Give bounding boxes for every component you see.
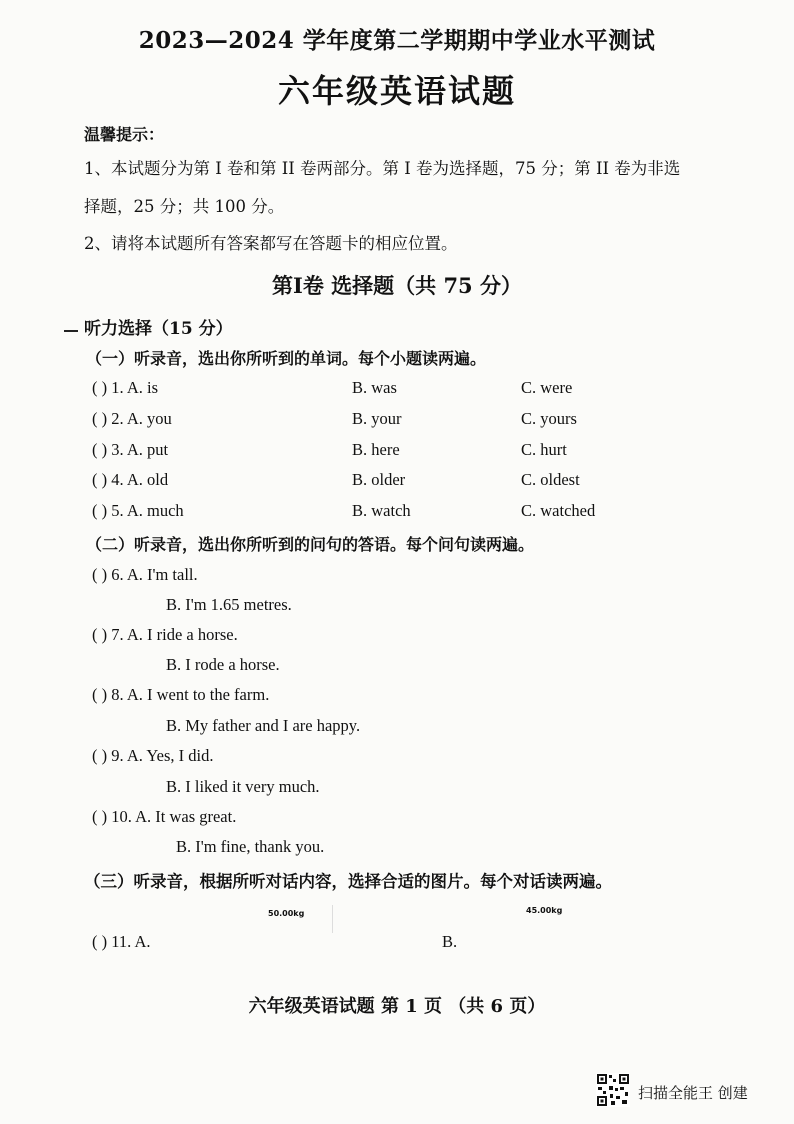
question-4-option-c: C. oldest — [521, 470, 580, 489]
question-5-option-b: B. watch — [352, 501, 411, 520]
question-8: ( ) 8. A. I went to the farm. — [92, 685, 270, 704]
question-2-option-c: C. yours — [521, 409, 577, 428]
scale-reading-a: 50.00kg — [268, 909, 305, 918]
tips-heading: 温馨提示： — [84, 125, 165, 144]
qr-code-icon — [596, 1073, 630, 1107]
question-3: ( ) 3. A. put — [92, 440, 169, 459]
scale-reading-b: 45.00kg — [526, 906, 563, 915]
question-6: ( ) 6. A. I'm tall. — [92, 565, 198, 584]
sub1-heading: （一）听录音，选出你所听到的单词。每个小题读两遍。 — [86, 349, 487, 368]
sub2-heading: （二）听录音，选出你所听到的问句的答语。每个问句读两遍。 — [86, 535, 535, 554]
tips-line-2: 择题，25 分；共 100 分。 — [84, 197, 285, 216]
question-7-option-b: B. I rode a horse. — [166, 655, 280, 674]
question-9: ( ) 9. A. Yes, I did. — [92, 746, 214, 765]
section-1-heading: 第I卷 选择题（共 75 分） — [272, 273, 522, 298]
tips-line-3: 2、请将本试题所有答案都写在答题卡的相应位置。 — [84, 234, 458, 253]
question-2-option-b: B. your — [352, 409, 402, 428]
picture-divider — [332, 905, 333, 933]
question-2: ( ) 2. A. you — [92, 409, 172, 428]
question-9-option-b: B. I liked it very much. — [166, 777, 320, 796]
question-1-option-c: C. were — [521, 378, 573, 397]
question-10-option-b: B. I'm fine, thank you. — [176, 837, 325, 856]
exam-subtitle: 六年级英语试题 — [277, 72, 516, 110]
question-3-option-c: C. hurt — [521, 440, 567, 459]
question-5-option-c: C. watched — [521, 501, 596, 520]
tips-line-1: 1、本试题分为第 I 卷和第 II 卷两部分。第 I 卷为选择题，75 分；第 II 卷为非选 — [84, 159, 681, 178]
question-11: ( ) 11. A. — [92, 932, 151, 951]
sub3-heading: （三）听录音，根据所听对话内容，选择合适的图片。每个对话读两遍。 — [84, 872, 612, 891]
question-10: ( ) 10. A. It was great. — [92, 807, 237, 826]
exam-title: 2023—2024 学年度第二学期期中学业水平测试 — [138, 27, 656, 54]
question-11-option-b: B. — [442, 932, 458, 951]
question-6-option-b: B. I'm 1.65 metres. — [166, 595, 292, 614]
question-7: ( ) 7. A. I ride a horse. — [92, 625, 238, 644]
question-8-option-b: B. My father and I are happy. — [166, 716, 361, 735]
section-numeral-dash — [64, 330, 78, 332]
listening-heading: 听力选择（15 分） — [84, 319, 233, 339]
page-footer: 六年级英语试题 第 1 页 （共 6 页） — [248, 996, 546, 1017]
question-4-option-b: B. older — [352, 470, 406, 489]
question-5: ( ) 5. A. much — [92, 501, 184, 520]
question-1: ( ) 1. A. is — [92, 378, 158, 397]
scanner-watermark: 扫描全能王 创建 — [638, 1084, 748, 1102]
question-4: ( ) 4. A. old — [92, 470, 169, 489]
question-1-option-b: B. was — [352, 378, 397, 397]
question-3-option-b: B. here — [352, 440, 400, 459]
